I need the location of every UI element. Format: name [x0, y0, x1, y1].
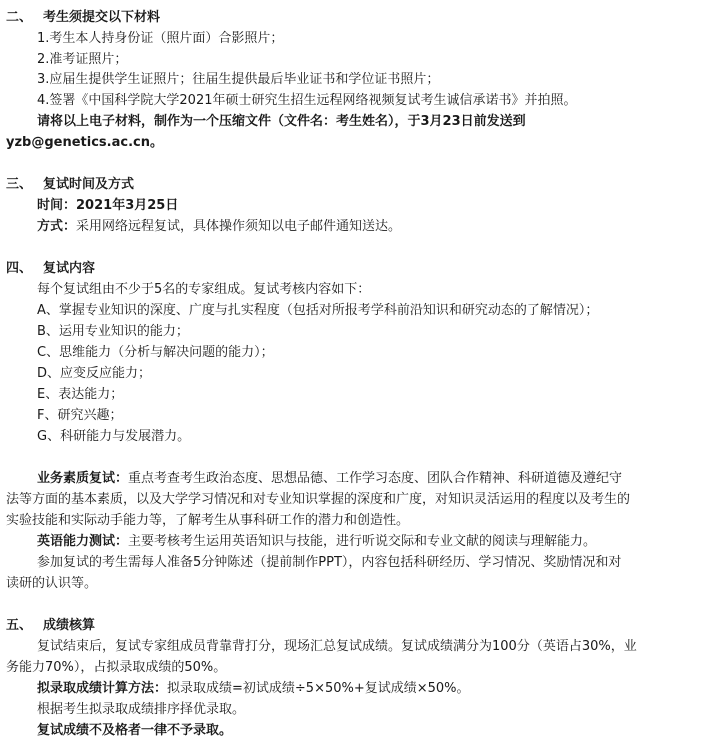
section-2-item-2: 2.准考证照片； — [37, 52, 128, 67]
content-item-c: C、思维能力（分析与解决问题的能力）； — [37, 345, 274, 360]
presentation-line-2: 读研的认识等。 — [6, 576, 98, 591]
formula-label: 拟录取成绩计算方法： — [37, 681, 168, 696]
method-label: 方式： — [37, 219, 77, 234]
english-test-label: 英语能力测试： — [37, 534, 129, 549]
section-4-title: 复试内容 — [43, 261, 96, 276]
quality-test-label: 业务素质复试： — [37, 471, 129, 486]
section-5-heading — [0, 616, 95, 636]
section-3-heading — [0, 175, 134, 195]
formula-text: 拟录取成绩=初试成绩÷5×50%+复试成绩×50%。 — [167, 681, 470, 696]
score-line-2: 务能力70%），占拟录取成绩的50%。 — [6, 660, 227, 675]
method-value: 采用网络远程复试，具体操作须知以电子邮件通知送达。 — [76, 219, 402, 234]
section-5-title: 成绩核算 — [43, 618, 96, 633]
section-3-number: 三、 — [6, 177, 33, 192]
submission-email-line — [6, 133, 163, 153]
english-test-line — [37, 532, 596, 552]
content-item-a: A、掌握专业知识的深度、广度与扎实程度（包括对所报考学科前沿知识和研究动态的了解情况）； — [37, 303, 599, 318]
section-5-number: 五、 — [6, 618, 33, 633]
email-suffix: 。 — [149, 135, 163, 150]
section-4-heading — [0, 259, 95, 279]
content-item-d: D、应变反应能力； — [37, 366, 152, 381]
submission-email[interactable]: yzb@genetics.ac.cn — [6, 135, 150, 150]
formula-line — [37, 679, 470, 699]
section-2-item-1: 1.考生本人持身份证（照片面）合影照片； — [37, 31, 284, 46]
content-item-f: F、研究兴趣； — [37, 408, 123, 423]
quality-test-line-1 — [37, 469, 622, 489]
section-2-title: 考生须提交以下材料 — [43, 10, 161, 25]
score-line-1: 复试结束后，复试专家组成员背靠背打分，现场汇总复试成绩。复试成绩满分为100分（英语占30%，业 — [37, 639, 637, 654]
exam-method — [37, 217, 401, 237]
section-2-item-4: 4.签署《中国科学院大学2021年硕士研究生招生远程网络视频复试考生诚信承诺书》并拍照。 — [37, 93, 577, 108]
quality-test-line-2: 法等方面的基本素质，以及大学学习情况和对专业知识掌握的深度和广度，对知识灵活运用的程度以及考生的 — [6, 492, 631, 507]
quality-test-line-3: 实验技能和实际动手能力等，了解考生从事科研工作的潜力和创造性。 — [6, 513, 410, 528]
content-item-g: G、科研能力与发展潜力。 — [37, 429, 191, 444]
content-item-e: E、表达能力； — [37, 387, 124, 402]
fail-rule-line: 复试成绩不及格者一律不予录取。 — [37, 723, 233, 738]
section-3-title: 复试时间及方式 — [43, 177, 135, 192]
section-2-number: 二、 — [6, 10, 33, 25]
ranking-line: 根据考生拟录取成绩排序择优录取。 — [37, 702, 246, 717]
exam-time — [37, 196, 178, 216]
section-2-heading — [0, 8, 160, 28]
english-test-text: 主要考核考生运用英语知识与技能，进行听说交际和专业文献的阅读与理解能力。 — [128, 534, 597, 549]
section-2-instruction: 请将以上电子材料，制作为一个压缩文件（文件名：考生姓名），于3月23日前发送到 — [37, 114, 526, 129]
presentation-line-1: 参加复试的考生需每人准备5分钟陈述（提前制作PPT），内容包括科研经历、学习情况、奖励情况和对 — [37, 555, 622, 570]
section-4-intro: 每个复试组由不少于5名的专家组成。复试考核内容如下： — [37, 282, 371, 297]
time-value: 2021年3月25日 — [76, 198, 179, 213]
quality-test-text-1: 重点考查考生政治态度、思想品德、工作学习态度、团队合作精神、科研道德及遵纪守 — [128, 471, 623, 486]
content-item-b: B、运用专业知识的能力； — [37, 324, 189, 339]
section-2-item-3: 3.应届生提供学生证照片；往届生提供最后毕业证书和学位证书照片； — [37, 72, 440, 87]
time-label: 时间： — [37, 198, 77, 213]
section-4-number: 四、 — [6, 261, 33, 276]
